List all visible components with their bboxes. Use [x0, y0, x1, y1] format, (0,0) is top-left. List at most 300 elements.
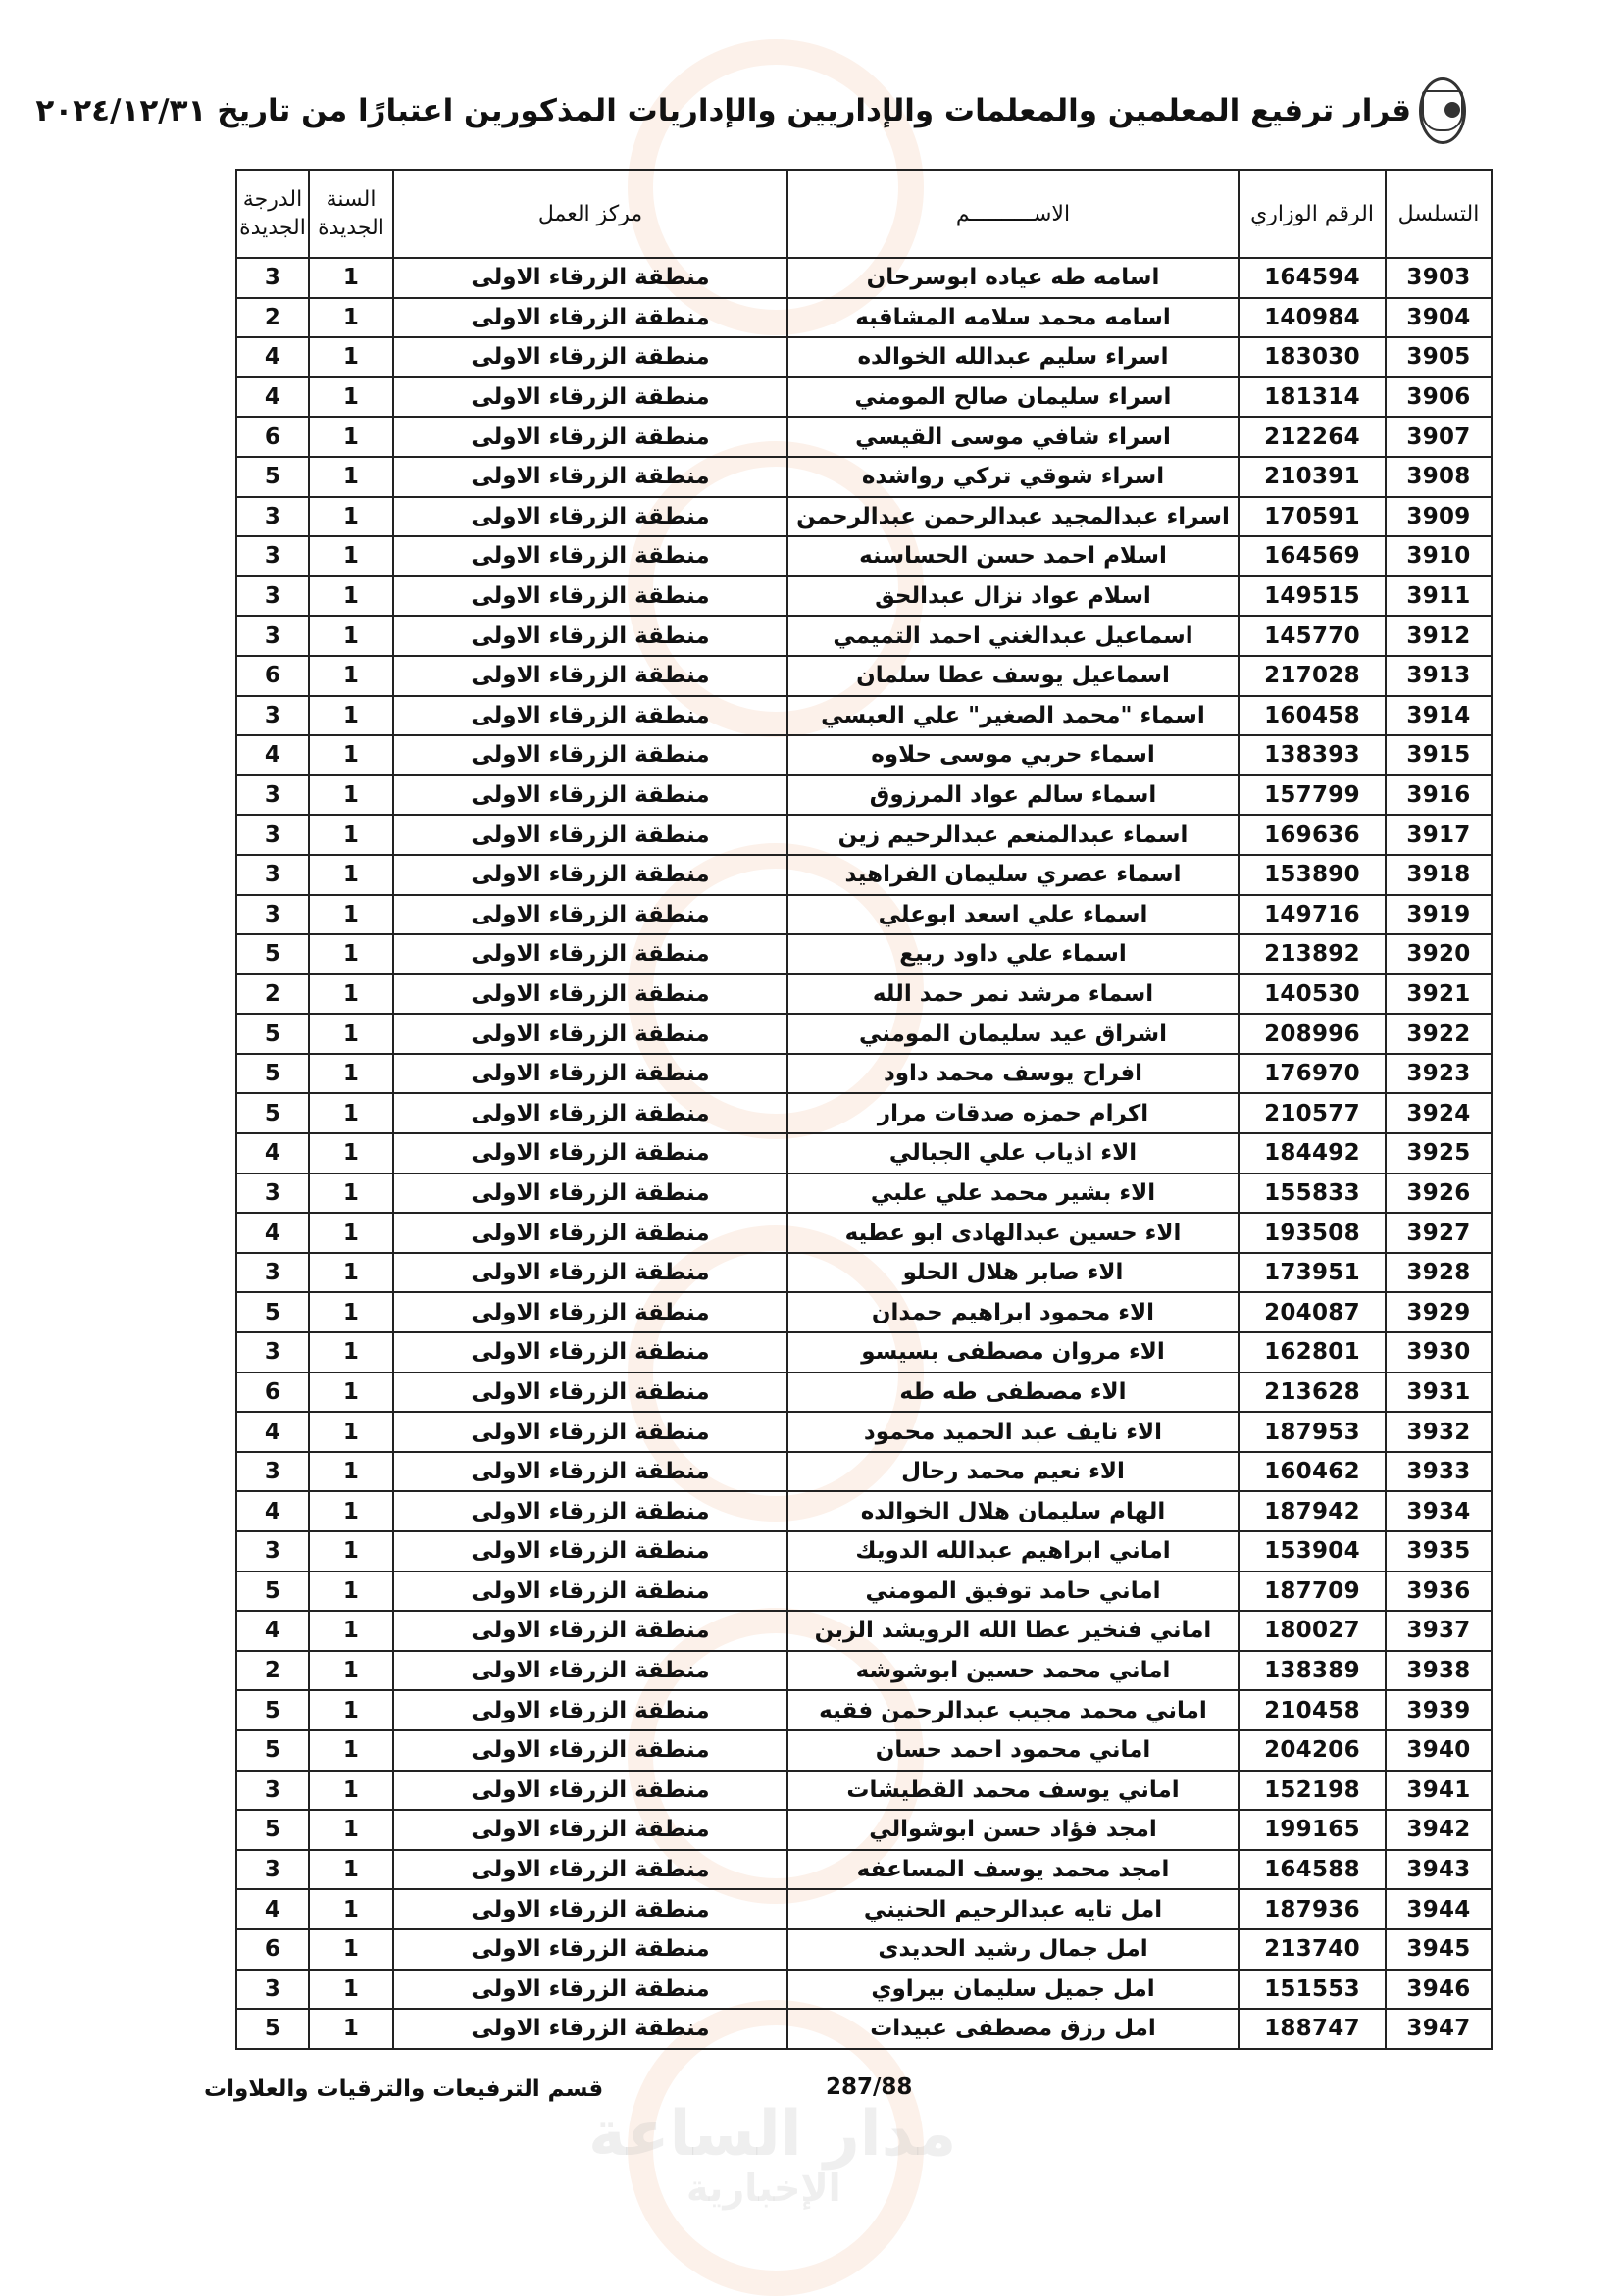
cell-new-grade: 3 — [236, 1850, 309, 1890]
cell-new-year: 1 — [309, 2009, 393, 2049]
cell-serial: 3909 — [1386, 497, 1492, 537]
table-row — [236, 656, 1492, 696]
cell-name: اسلام عواد نزال عبدالحق — [787, 576, 1239, 617]
ministry-emblem-icon — [1419, 77, 1466, 144]
cell-work-center: منطقة الزرقاء الاولى — [393, 1889, 787, 1929]
cell-new-grade: 6 — [236, 1373, 309, 1413]
cell-new-grade: 3 — [236, 775, 309, 816]
cell-serial: 3927 — [1386, 1213, 1492, 1253]
table-row — [236, 1850, 1492, 1890]
cell-ministry-number: 188747 — [1239, 2009, 1386, 2049]
table-row — [236, 1929, 1492, 1970]
cell-serial: 3910 — [1386, 536, 1492, 576]
cell-serial: 3924 — [1386, 1093, 1492, 1133]
header-new-year: السنة الجديدة — [309, 170, 393, 258]
cell-work-center: منطقة الزرقاء الاولى — [393, 1093, 787, 1133]
cell-ministry-number: 213628 — [1239, 1373, 1386, 1413]
cell-new-year: 1 — [309, 1690, 393, 1730]
cell-name: الاء بشير محمد علي علبي — [787, 1173, 1239, 1214]
cell-work-center: منطقة الزرقاء الاولى — [393, 1572, 787, 1612]
cell-ministry-number: 187709 — [1239, 1572, 1386, 1612]
cell-work-center: منطقة الزرقاء الاولى — [393, 298, 787, 338]
cell-new-year: 1 — [309, 1810, 393, 1850]
cell-ministry-number: 157799 — [1239, 775, 1386, 816]
cell-name: اكرام حمزه صدقات مرار — [787, 1093, 1239, 1133]
cell-work-center: منطقة الزرقاء الاولى — [393, 1491, 787, 1531]
cell-serial: 3917 — [1386, 815, 1492, 855]
cell-new-grade: 3 — [236, 1332, 309, 1373]
watermark-text: مدار الساعة — [588, 2098, 957, 2171]
table-row — [236, 895, 1492, 935]
cell-new-year: 1 — [309, 1929, 393, 1970]
cell-ministry-number: 152198 — [1239, 1771, 1386, 1811]
cell-work-center: منطقة الزرقاء الاولى — [393, 417, 787, 457]
cell-serial: 3914 — [1386, 696, 1492, 736]
cell-new-grade: 3 — [236, 855, 309, 895]
cell-ministry-number: 187953 — [1239, 1412, 1386, 1452]
table-row — [236, 1332, 1492, 1373]
cell-serial: 3911 — [1386, 576, 1492, 617]
cell-name: اسماء مرشد نمر حمد الله — [787, 974, 1239, 1015]
cell-name: اسراء سليمان صالح المومني — [787, 377, 1239, 418]
table-row — [236, 696, 1492, 736]
cell-serial: 3906 — [1386, 377, 1492, 418]
cell-serial: 3907 — [1386, 417, 1492, 457]
cell-new-year: 1 — [309, 536, 393, 576]
cell-serial: 3945 — [1386, 1929, 1492, 1970]
table-row — [236, 1213, 1492, 1253]
promotions-table — [235, 169, 1493, 2050]
cell-serial: 3944 — [1386, 1889, 1492, 1929]
watermark-subtext: الإخبارية — [686, 2167, 841, 2210]
cell-name: الاء صابر هلال الحلو — [787, 1253, 1239, 1293]
cell-name: اسراء سليم عبدالله الخوالده — [787, 337, 1239, 377]
cell-ministry-number: 213892 — [1239, 934, 1386, 974]
cell-new-grade: 3 — [236, 815, 309, 855]
document-title: قرار ترفيع المعلمين والمعلمات والإداريين والإداريات المذكورين اعتبارًا من تاريخ ٢٠٢٤/١٢/٣١ — [35, 93, 1411, 128]
cell-new-grade: 5 — [236, 1572, 309, 1612]
cell-new-grade: 5 — [236, 1054, 309, 1094]
cell-name: اسماء عصري سليمان الفراهيد — [787, 855, 1239, 895]
cell-serial: 3933 — [1386, 1452, 1492, 1492]
cell-name: الاء محمود ابراهيم حمدان — [787, 1292, 1239, 1332]
cell-new-grade: 3 — [236, 536, 309, 576]
table-row — [236, 735, 1492, 775]
cell-serial: 3930 — [1386, 1332, 1492, 1373]
cell-ministry-number: 160458 — [1239, 696, 1386, 736]
cell-ministry-number: 176970 — [1239, 1054, 1386, 1094]
cell-new-year: 1 — [309, 1373, 393, 1413]
cell-new-year: 1 — [309, 1491, 393, 1531]
cell-ministry-number: 149716 — [1239, 895, 1386, 935]
cell-new-grade: 4 — [236, 1491, 309, 1531]
cell-work-center: منطقة الزرقاء الاولى — [393, 1133, 787, 1173]
cell-new-year: 1 — [309, 457, 393, 497]
table-row — [236, 497, 1492, 537]
cell-new-grade: 4 — [236, 377, 309, 418]
table-row — [236, 1412, 1492, 1452]
cell-name: اماني ابراهيم عبدالله الدويك — [787, 1531, 1239, 1572]
cell-ministry-number: 180027 — [1239, 1611, 1386, 1651]
header-work-center: مركز العمل — [393, 170, 787, 258]
header-ministry-number: الرقم الوزاري — [1239, 170, 1386, 258]
cell-work-center: منطقة الزرقاء الاولى — [393, 1373, 787, 1413]
cell-serial: 3935 — [1386, 1531, 1492, 1572]
cell-new-year: 1 — [309, 934, 393, 974]
table-row — [236, 1531, 1492, 1572]
cell-work-center: منطقة الزرقاء الاولى — [393, 1054, 787, 1094]
cell-ministry-number: 140984 — [1239, 298, 1386, 338]
cell-new-year: 1 — [309, 576, 393, 617]
cell-name: اسماء "محمد الصغير" علي العبسي — [787, 696, 1239, 736]
cell-work-center: منطقة الزرقاء الاولى — [393, 775, 787, 816]
cell-name: امجد فؤاد حسن ابوشوالي — [787, 1810, 1239, 1850]
cell-ministry-number: 199165 — [1239, 1810, 1386, 1850]
cell-serial: 3940 — [1386, 1730, 1492, 1771]
cell-serial: 3931 — [1386, 1373, 1492, 1413]
cell-new-grade: 3 — [236, 1531, 309, 1572]
cell-ministry-number: 160462 — [1239, 1452, 1386, 1492]
cell-name: اسلام احمد حسن الحساسنه — [787, 536, 1239, 576]
cell-serial: 3908 — [1386, 457, 1492, 497]
cell-work-center: منطقة الزرقاء الاولى — [393, 1970, 787, 2010]
cell-serial: 3943 — [1386, 1850, 1492, 1890]
cell-new-grade: 5 — [236, 2009, 309, 2049]
cell-new-year: 1 — [309, 1730, 393, 1771]
table-row — [236, 1651, 1492, 1691]
header-name: الاســــــــــم — [787, 170, 1239, 258]
table-row — [236, 1292, 1492, 1332]
table-row — [236, 1093, 1492, 1133]
cell-new-year: 1 — [309, 1292, 393, 1332]
cell-name: اسماء عبدالمنعم عبدالرحيم زين — [787, 815, 1239, 855]
cell-ministry-number: 151553 — [1239, 1970, 1386, 2010]
cell-ministry-number: 213740 — [1239, 1929, 1386, 1970]
cell-work-center: منطقة الزرقاء الاولى — [393, 1173, 787, 1214]
cell-serial: 3926 — [1386, 1173, 1492, 1214]
cell-ministry-number: 212264 — [1239, 417, 1386, 457]
cell-work-center: منطقة الزرقاء الاولى — [393, 1850, 787, 1890]
document-header — [35, 76, 1466, 145]
cell-new-grade: 5 — [236, 934, 309, 974]
cell-serial: 3919 — [1386, 895, 1492, 935]
cell-name: اماني محمد مجيب عبدالرحمن فقيه — [787, 1690, 1239, 1730]
cell-serial: 3921 — [1386, 974, 1492, 1015]
cell-new-grade: 5 — [236, 457, 309, 497]
cell-new-grade: 4 — [236, 735, 309, 775]
cell-new-year: 1 — [309, 1850, 393, 1890]
header-serial: التسلسل — [1386, 170, 1492, 258]
cell-ministry-number: 138393 — [1239, 735, 1386, 775]
cell-serial: 3923 — [1386, 1054, 1492, 1094]
cell-new-year: 1 — [309, 1889, 393, 1929]
cell-ministry-number: 184492 — [1239, 1133, 1386, 1173]
cell-serial: 3947 — [1386, 2009, 1492, 2049]
cell-name: اماني محمود احمد حسان — [787, 1730, 1239, 1771]
table-row — [236, 1054, 1492, 1094]
cell-ministry-number: 217028 — [1239, 656, 1386, 696]
cell-serial: 3936 — [1386, 1572, 1492, 1612]
cell-name: امجد محمد يوسف المساعفه — [787, 1850, 1239, 1890]
page-number: 287/88 — [826, 2074, 913, 2100]
cell-new-year: 1 — [309, 258, 393, 298]
cell-ministry-number: 204087 — [1239, 1292, 1386, 1332]
cell-name: اسامه محمد سلامه المشاقبه — [787, 298, 1239, 338]
cell-work-center: منطقة الزرقاء الاولى — [393, 1929, 787, 1970]
cell-new-year: 1 — [309, 1970, 393, 2010]
table-row — [236, 337, 1492, 377]
cell-new-grade: 2 — [236, 974, 309, 1015]
cell-new-year: 1 — [309, 696, 393, 736]
cell-work-center: منطقة الزرقاء الاولى — [393, 1452, 787, 1492]
cell-work-center: منطقة الزرقاء الاولى — [393, 536, 787, 576]
cell-new-year: 1 — [309, 1133, 393, 1173]
cell-serial: 3934 — [1386, 1491, 1492, 1531]
cell-name: اسماء علي اسعد ابوعلي — [787, 895, 1239, 935]
cell-name: اسماء سالم عواد المرزوق — [787, 775, 1239, 816]
cell-name: اماني فنخير عطا الله الرويشد الزبن — [787, 1611, 1239, 1651]
cell-new-grade: 3 — [236, 895, 309, 935]
cell-new-year: 1 — [309, 377, 393, 418]
cell-work-center: منطقة الزرقاء الاولى — [393, 855, 787, 895]
table-row — [236, 1611, 1492, 1651]
cell-ministry-number: 173951 — [1239, 1253, 1386, 1293]
cell-new-year: 1 — [309, 1771, 393, 1811]
cell-new-year: 1 — [309, 1611, 393, 1651]
cell-new-year: 1 — [309, 1253, 393, 1293]
cell-new-year: 1 — [309, 974, 393, 1015]
cell-name: اماني محمد حسين ابوشوشه — [787, 1651, 1239, 1691]
cell-work-center: منطقة الزرقاء الاولى — [393, 457, 787, 497]
table-body — [236, 258, 1492, 2049]
table-row — [236, 1970, 1492, 2010]
cell-ministry-number: 153890 — [1239, 855, 1386, 895]
cell-new-year: 1 — [309, 656, 393, 696]
cell-serial: 3918 — [1386, 855, 1492, 895]
cell-ministry-number: 210577 — [1239, 1093, 1386, 1133]
cell-work-center: منطقة الزرقاء الاولى — [393, 1213, 787, 1253]
cell-serial: 3946 — [1386, 1970, 1492, 2010]
cell-new-year: 1 — [309, 1332, 393, 1373]
cell-name: الاء حسين عبدالهادى ابو عطيه — [787, 1213, 1239, 1253]
cell-new-grade: 6 — [236, 1929, 309, 1970]
cell-new-grade: 4 — [236, 1412, 309, 1452]
cell-work-center: منطقة الزرقاء الاولى — [393, 1531, 787, 1572]
cell-name: افراح يوسف محمد داود — [787, 1054, 1239, 1094]
cell-work-center: منطقة الزرقاء الاولى — [393, 815, 787, 855]
cell-ministry-number: 183030 — [1239, 337, 1386, 377]
table-row — [236, 1491, 1492, 1531]
cell-new-year: 1 — [309, 616, 393, 656]
cell-ministry-number: 187942 — [1239, 1491, 1386, 1531]
cell-work-center: منطقة الزرقاء الاولى — [393, 616, 787, 656]
cell-new-grade: 5 — [236, 1810, 309, 1850]
cell-new-grade: 5 — [236, 1730, 309, 1771]
table-row — [236, 1452, 1492, 1492]
cell-new-year: 1 — [309, 1572, 393, 1612]
cell-name: الاء مصطفى طه طه — [787, 1373, 1239, 1413]
cell-new-grade: 5 — [236, 1690, 309, 1730]
cell-name: اسماعيل يوسف عطا سلمان — [787, 656, 1239, 696]
cell-work-center: منطقة الزرقاء الاولى — [393, 258, 787, 298]
cell-new-grade: 3 — [236, 616, 309, 656]
cell-work-center: منطقة الزرقاء الاولى — [393, 1690, 787, 1730]
cell-name: الاء نايف عبد الحميد محمود — [787, 1412, 1239, 1452]
cell-new-year: 1 — [309, 337, 393, 377]
cell-work-center: منطقة الزرقاء الاولى — [393, 895, 787, 935]
cell-new-year: 1 — [309, 775, 393, 816]
cell-serial: 3915 — [1386, 735, 1492, 775]
cell-name: الهام سليمان هلال الخوالده — [787, 1491, 1239, 1531]
cell-serial: 3920 — [1386, 934, 1492, 974]
cell-name: اسراء شافي موسى القيسي — [787, 417, 1239, 457]
cell-new-grade: 5 — [236, 1292, 309, 1332]
table-row — [236, 1133, 1492, 1173]
cell-name: اشراق عيد سليمان المومني — [787, 1014, 1239, 1054]
header-new-grade: الدرجة الجديدة — [236, 170, 309, 258]
cell-new-year: 1 — [309, 497, 393, 537]
table-row — [236, 576, 1492, 617]
cell-new-grade: 5 — [236, 1014, 309, 1054]
cell-serial: 3929 — [1386, 1292, 1492, 1332]
cell-new-year: 1 — [309, 1014, 393, 1054]
cell-new-year: 1 — [309, 1452, 393, 1492]
cell-work-center: منطقة الزرقاء الاولى — [393, 497, 787, 537]
cell-work-center: منطقة الزرقاء الاولى — [393, 1292, 787, 1332]
cell-serial: 3905 — [1386, 337, 1492, 377]
cell-name: اسامه طه عياده ابوسرحان — [787, 258, 1239, 298]
cell-ministry-number: 164569 — [1239, 536, 1386, 576]
table-row — [236, 377, 1492, 418]
cell-ministry-number: 164588 — [1239, 1850, 1386, 1890]
cell-work-center: منطقة الزرقاء الاولى — [393, 337, 787, 377]
cell-work-center: منطقة الزرقاء الاولى — [393, 735, 787, 775]
table-row — [236, 1810, 1492, 1850]
cell-name: اسماء حربي موسى حلاوه — [787, 735, 1239, 775]
cell-new-grade: 3 — [236, 576, 309, 617]
cell-ministry-number: 210458 — [1239, 1690, 1386, 1730]
cell-new-year: 1 — [309, 895, 393, 935]
cell-new-year: 1 — [309, 855, 393, 895]
cell-name: اسماء علي داود ربيع — [787, 934, 1239, 974]
cell-serial: 3942 — [1386, 1810, 1492, 1850]
cell-work-center: منطقة الزرقاء الاولى — [393, 1412, 787, 1452]
cell-serial: 3941 — [1386, 1771, 1492, 1811]
cell-work-center: منطقة الزرقاء الاولى — [393, 696, 787, 736]
cell-work-center: منطقة الزرقاء الاولى — [393, 1332, 787, 1373]
cell-serial: 3912 — [1386, 616, 1492, 656]
table-row — [236, 258, 1492, 298]
table-row — [236, 775, 1492, 816]
cell-new-year: 1 — [309, 298, 393, 338]
cell-new-grade: 3 — [236, 1452, 309, 1492]
cell-name: اسراء عبدالمجيد عبدالرحمن عبدالرحمن — [787, 497, 1239, 537]
cell-serial: 3916 — [1386, 775, 1492, 816]
table-row — [236, 298, 1492, 338]
cell-new-grade: 3 — [236, 696, 309, 736]
cell-name: امل جمال رشيد الحديدى — [787, 1929, 1239, 1970]
cell-work-center: منطقة الزرقاء الاولى — [393, 974, 787, 1015]
cell-serial: 3922 — [1386, 1014, 1492, 1054]
cell-work-center: منطقة الزرقاء الاولى — [393, 1730, 787, 1771]
cell-new-year: 1 — [309, 1173, 393, 1214]
table-header-row — [236, 170, 1492, 258]
table-row — [236, 815, 1492, 855]
table-row — [236, 1173, 1492, 1214]
table-row — [236, 1014, 1492, 1054]
cell-new-grade: 3 — [236, 1253, 309, 1293]
cell-serial: 3904 — [1386, 298, 1492, 338]
cell-new-year: 1 — [309, 815, 393, 855]
cell-ministry-number: 208996 — [1239, 1014, 1386, 1054]
cell-new-grade: 3 — [236, 1970, 309, 2010]
cell-serial: 3937 — [1386, 1611, 1492, 1651]
cell-ministry-number: 204206 — [1239, 1730, 1386, 1771]
cell-name: امل رزق مصطفى عبيدات — [787, 2009, 1239, 2049]
cell-new-grade: 4 — [236, 1213, 309, 1253]
table-row — [236, 1690, 1492, 1730]
cell-new-year: 1 — [309, 1093, 393, 1133]
cell-ministry-number: 153904 — [1239, 1531, 1386, 1572]
table-row — [236, 855, 1492, 895]
table-row — [236, 1373, 1492, 1413]
cell-ministry-number: 164594 — [1239, 258, 1386, 298]
cell-ministry-number: 145770 — [1239, 616, 1386, 656]
cell-new-grade: 6 — [236, 656, 309, 696]
cell-work-center: منطقة الزرقاء الاولى — [393, 576, 787, 617]
cell-new-year: 1 — [309, 417, 393, 457]
table-row — [236, 457, 1492, 497]
cell-name: الاء نعيم محمد رحال — [787, 1452, 1239, 1492]
cell-ministry-number: 140530 — [1239, 974, 1386, 1015]
cell-new-grade: 2 — [236, 1651, 309, 1691]
cell-serial: 3938 — [1386, 1651, 1492, 1691]
cell-name: امل تايه عبدالرحيم الحنيني — [787, 1889, 1239, 1929]
table-row — [236, 2009, 1492, 2049]
department-name: قسم الترفيعات والترقيات والعلاوات — [204, 2076, 604, 2102]
cell-new-grade: 6 — [236, 417, 309, 457]
table-row — [236, 616, 1492, 656]
cell-work-center: منطقة الزرقاء الاولى — [393, 377, 787, 418]
cell-name: امل جميل سليمان بيراوي — [787, 1970, 1239, 2010]
table-row — [236, 1572, 1492, 1612]
cell-work-center: منطقة الزرقاء الاولى — [393, 2009, 787, 2049]
cell-new-year: 1 — [309, 1054, 393, 1094]
cell-new-grade: 3 — [236, 1771, 309, 1811]
cell-ministry-number: 187936 — [1239, 1889, 1386, 1929]
cell-new-year: 1 — [309, 735, 393, 775]
table-row — [236, 1889, 1492, 1929]
table-row — [236, 1730, 1492, 1771]
table-row — [236, 417, 1492, 457]
cell-work-center: منطقة الزرقاء الاولى — [393, 934, 787, 974]
table-row — [236, 536, 1492, 576]
cell-name: الاء اذياب علي الجبالي — [787, 1133, 1239, 1173]
cell-new-grade: 4 — [236, 337, 309, 377]
cell-new-year: 1 — [309, 1213, 393, 1253]
cell-work-center: منطقة الزرقاء الاولى — [393, 1611, 787, 1651]
cell-serial: 3928 — [1386, 1253, 1492, 1293]
cell-serial: 3903 — [1386, 258, 1492, 298]
cell-name: اماني يوسف محمد القطيشات — [787, 1771, 1239, 1811]
cell-ministry-number: 210391 — [1239, 457, 1386, 497]
cell-new-grade: 4 — [236, 1611, 309, 1651]
cell-work-center: منطقة الزرقاء الاولى — [393, 1651, 787, 1691]
cell-ministry-number: 138389 — [1239, 1651, 1386, 1691]
cell-name: الاء مروان مصطفى بسيسو — [787, 1332, 1239, 1373]
cell-ministry-number: 169636 — [1239, 815, 1386, 855]
cell-ministry-number: 193508 — [1239, 1213, 1386, 1253]
